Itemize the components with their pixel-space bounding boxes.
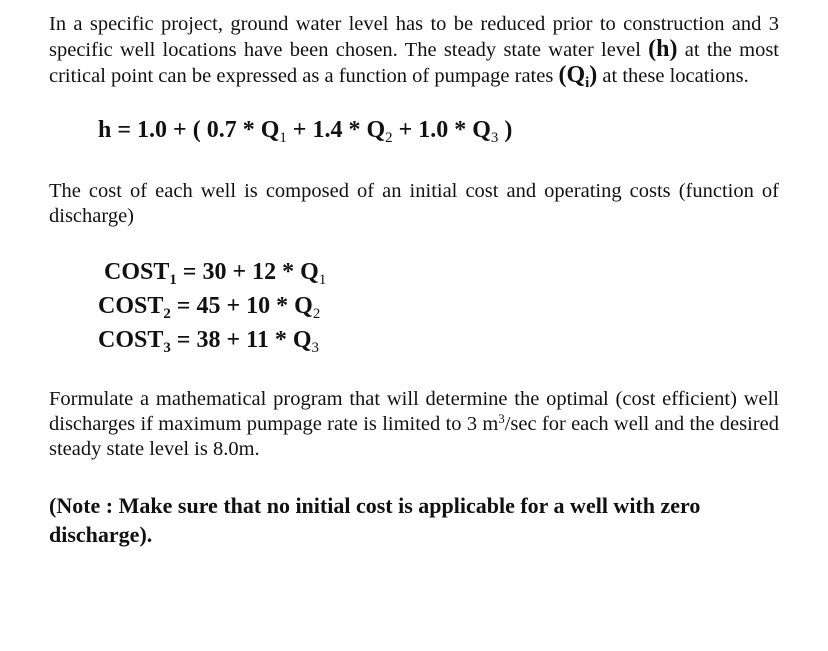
cost-formula: = 45 + 10 * Q — [170, 293, 313, 319]
intro-text-2: at the most critical point can be expressed as a function of pumpage rates — [49, 39, 780, 87]
water-level-equation — [98, 115, 779, 145]
cost-formula: = 38 + 11 * Q — [170, 327, 312, 353]
q-subscript: 3 — [311, 339, 319, 356]
problem-intro-paragraph — [49, 12, 779, 89]
cost-equation-2 — [98, 289, 779, 323]
qi-subscript: i — [585, 74, 590, 91]
cost-equations — [49, 255, 779, 357]
h-symbol: (h) — [648, 36, 678, 62]
q-subscript: 1 — [318, 271, 327, 288]
cost-label: COST — [104, 259, 170, 285]
qi-symbol — [558, 62, 598, 91]
eq-part-4: ) — [498, 117, 513, 143]
cost-equation-3 — [98, 323, 779, 357]
cost-intro-paragraph: The cost of each well is composed of an initial cost and operating costs (function of discharge) — [49, 180, 779, 227]
task-paragraph — [49, 387, 779, 462]
cost-equation-1 — [104, 255, 779, 289]
cubic-superscript: 3 — [498, 412, 505, 427]
task-text-2: /sec for each well and the desired steady state level is 8.0m. — [49, 413, 779, 460]
qi-open: (Q — [558, 62, 586, 88]
task-text-1: Formulate a mathematical program that will determine the optimal (cost efficient) well discharges if maximum pumpage rate is limited to 3 m — [49, 388, 779, 435]
eq-sub-2: 2 — [385, 129, 393, 146]
q-subscript: 2 — [312, 305, 321, 322]
cost-subscript: 2 — [163, 305, 171, 322]
eq-part-3: + 1.0 * Q — [392, 117, 491, 143]
eq-sub-1: 1 — [279, 129, 287, 146]
eq-part-1: h = 1.0 + ( 0.7 * Q — [98, 117, 280, 143]
cost-subscript: 1 — [169, 271, 177, 288]
intro-text-3: at these locations. — [597, 65, 749, 87]
eq-part-2: + 1.4 * Q — [286, 117, 386, 143]
cost-subscript: 3 — [163, 339, 171, 356]
cost-label: COST — [98, 293, 164, 319]
cost-label: COST — [98, 327, 164, 353]
qi-close: ) — [589, 62, 598, 88]
cost-formula: = 30 + 12 * Q — [176, 259, 319, 285]
eq-sub-3: 3 — [490, 129, 499, 146]
intro-text-1: In a specific project, ground water level has to be reduced prior to construction and 3 specific well locations have been chosen. The steady state water level — [49, 13, 779, 61]
document-page — [49, 12, 779, 549]
note-paragraph: (Note : Make sure that no initial cost is applicable for a well with zero discharge). — [49, 493, 701, 547]
